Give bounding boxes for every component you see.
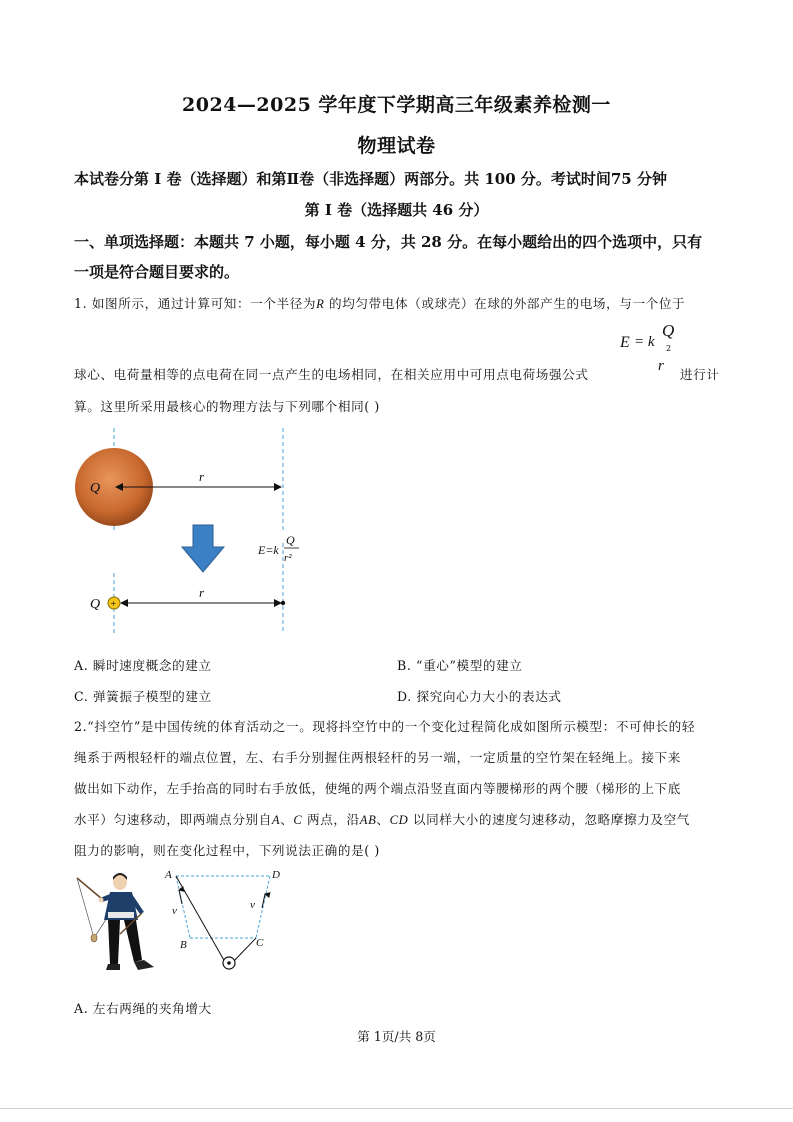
part1-heading: 第 I 卷（选择题共 46 分） — [304, 201, 489, 219]
q1-line3: 算。这里所采用最核心的物理方法与下列哪个相同( ) — [74, 399, 380, 414]
svg-text:v: v — [172, 905, 177, 917]
q2-line3: 做出如下动作，左手抬高的同时右手放低，使绳的两个端点沿竖直面内等腰梯形的两个腰（梯形的上下底 — [74, 781, 681, 796]
svg-text:A: A — [165, 869, 172, 881]
svg-text:C: C — [256, 937, 264, 949]
q2-line4: 水平）匀速移动，即两端点分别自A、C 两点，沿AB、CD 以同样大小的速度匀速移动，忽略摩擦力及空气 — [74, 812, 690, 827]
q1-figure — [72, 425, 302, 637]
svg-text:B: B — [180, 939, 187, 951]
down-arrow-icon — [182, 525, 224, 572]
svg-text:v: v — [250, 899, 255, 911]
diabolo-player-illustration — [72, 872, 162, 978]
formula-num: Q — [286, 533, 295, 547]
section1-line2: 一项是符合题目要求的。 — [74, 263, 240, 281]
var-R: R — [316, 297, 325, 311]
q1-line2b: 进行计 — [680, 367, 720, 382]
q2-line1: 2.“抖空竹”是中国传统的体育活动之一。现将抖空竹中的一个变化过程简化成如图所示模型：不可伸长的轻 — [74, 719, 696, 734]
q2-line2: 绳系于两根轻杆的端点位置，左、右手分别握住两根轻杆的另一端，一定质量的空竹架在轻绳上。接下来 — [74, 750, 681, 765]
exam-intro: 本试卷分第 I 卷（选择题）和第Ⅱ卷（非选择题）两部分。共 100 分。考试时间75 分钟 — [74, 170, 667, 188]
plus-icon: + — [110, 599, 117, 610]
exam-subtitle: 物理试卷 — [357, 135, 436, 157]
page-bottom-divider — [0, 1108, 793, 1109]
q1-option-d: D. 探究向心力大小的表达式 — [397, 689, 562, 704]
q1-option-c: C. 弹簧振子模型的建立 — [74, 689, 212, 704]
point-charge-label: Q — [90, 597, 101, 612]
q2-option-a: A. 左右两绳的夹角增大 — [74, 1001, 212, 1016]
q1-option-a: A. 瞬时速度概念的建立 — [74, 658, 212, 673]
page-footer: 第 1页/共 8页 — [357, 1029, 436, 1044]
field-point — [281, 601, 285, 605]
svg-text:D: D — [272, 869, 280, 881]
q2-trapezoid-diagram — [162, 866, 287, 978]
r-label-bottom: r — [199, 585, 205, 600]
q1-line2a: 球心、电荷量相等的点电荷在同一点产生的电场相同，在相关应用中可用点电荷场强公式 — [74, 367, 589, 382]
q2-line5: 阻力的影响，则在变化过程中，下列说法正确的是( ) — [74, 843, 380, 858]
section1-line1: 一、单项选择题：本题共 7 小题，每小题 4 分，共 28 分。在每小题给出的四个选项中，只有 — [74, 233, 703, 251]
formula-den: r² — [284, 552, 292, 564]
q1-line1: 1. 如图所示，通过计算可知：一个半径为R 的均匀带电体（或球壳）在球的外部产生的电场，与一个位于 — [74, 296, 686, 311]
r-label-top: r — [199, 469, 205, 484]
q1-option-b: B. “重心”模型的建立 — [397, 658, 523, 673]
exam-title: 2024—2025 学年度下学期高三年级素养检测一 — [182, 94, 611, 116]
sphere-label: Q — [90, 481, 101, 496]
formula-label: E=k — [258, 543, 279, 557]
